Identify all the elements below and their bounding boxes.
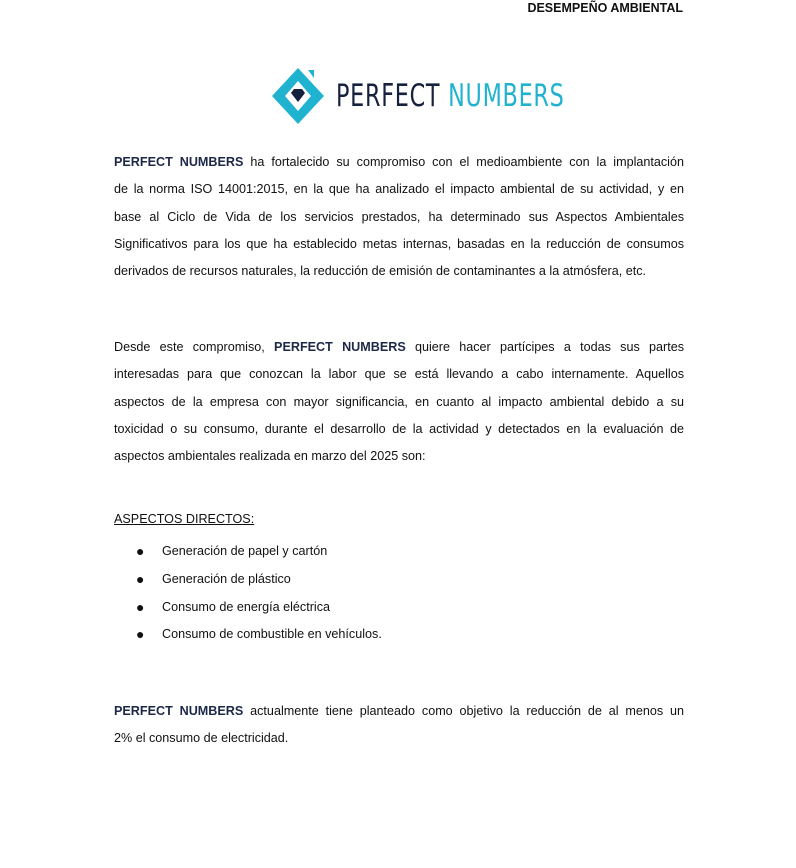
intro-paragraph — [114, 149, 684, 285]
logo-wordmark — [336, 78, 565, 114]
text-line — [114, 258, 684, 285]
list-item-text: Generación de plástico — [162, 571, 291, 586]
diamond-logo-icon — [270, 66, 326, 126]
bullet-icon: ● — [136, 598, 145, 615]
text-segment: aspectos ambientales realizada en marzo del 2025 son: — [114, 449, 426, 464]
text-line — [114, 149, 684, 176]
bullet-icon: ● — [136, 543, 145, 559]
text-line — [114, 725, 684, 752]
bullet-icon: ● — [136, 626, 145, 643]
list-item-text: Consumo de combustible en vehículos. — [162, 627, 382, 642]
list-item-text: Generación de papel y cartón — [162, 544, 328, 558]
text-segment: Desde este compromiso, — [114, 340, 275, 354]
company-name: PERFECT NUMBERS — [114, 704, 244, 718]
text-segment: Significativos para los que ha establecido metas internas, basadas en la reducción de consumos — [114, 236, 684, 251]
company-name: PERFECT NUMBERS — [114, 155, 244, 169]
logo-word-perfect: PERFECT — [336, 78, 441, 114]
list-item — [136, 566, 382, 594]
text-segment: actualmente tiene planteado como objetivo la reducción de al menos un — [243, 704, 684, 718]
list-item — [136, 594, 382, 622]
text-segment: toxicidad o su consumo, durante el desarrollo de la actividad y detectados en la evaluación de — [114, 421, 684, 436]
bullet-icon: ● — [136, 570, 145, 587]
text-segment: ha fortalecido su compromiso con el medioambiente con la implantación — [243, 155, 684, 169]
text-line — [114, 389, 684, 416]
direct-aspects-list — [136, 538, 382, 649]
list-item-text: Consumo de energía eléctrica — [162, 599, 331, 614]
commitment-paragraph — [114, 334, 684, 470]
list-item — [136, 621, 382, 649]
text-line — [114, 416, 684, 443]
text-line — [114, 698, 684, 725]
company-logo — [270, 66, 653, 126]
text-segment: derivados de recursos naturales, la reducción de emisión de contaminantes a la atmósfera, etc. — [114, 264, 647, 279]
text-segment: 2% el consumo de electricidad. — [114, 731, 289, 746]
text-line — [114, 176, 684, 203]
objective-paragraph — [114, 698, 684, 753]
text-line — [114, 443, 684, 470]
text-segment: quiere hacer partícipes a todas sus partes — [405, 340, 685, 354]
text-line — [114, 334, 684, 361]
direct-aspects-heading: ASPECTOS DIRECTOS: — [114, 512, 255, 526]
text-line — [114, 204, 684, 231]
logo-word-numbers: NUMBERS — [448, 78, 565, 114]
page-header-title: DESEMPEÑO AMBIENTAL — [527, 1, 683, 15]
text-line — [114, 231, 684, 258]
text-segment: de la norma ISO 14001:2015, en la que ha analizado el impacto ambiental de su actividad, y en — [114, 182, 684, 197]
company-name: PERFECT NUMBERS — [274, 340, 406, 354]
text-segment: base al Ciclo de Vida de los servicios prestados, ha determinado sus Aspectos Ambientales — [114, 209, 684, 224]
text-line — [114, 361, 684, 388]
text-segment: aspectos de la empresa con mayor significancia, en cuanto al impacto ambiental debido a su — [114, 394, 684, 409]
list-item — [136, 538, 382, 566]
text-segment: interesadas para que conozcan la labor que se está llevando a cabo internamente. Aquellos — [114, 367, 684, 382]
